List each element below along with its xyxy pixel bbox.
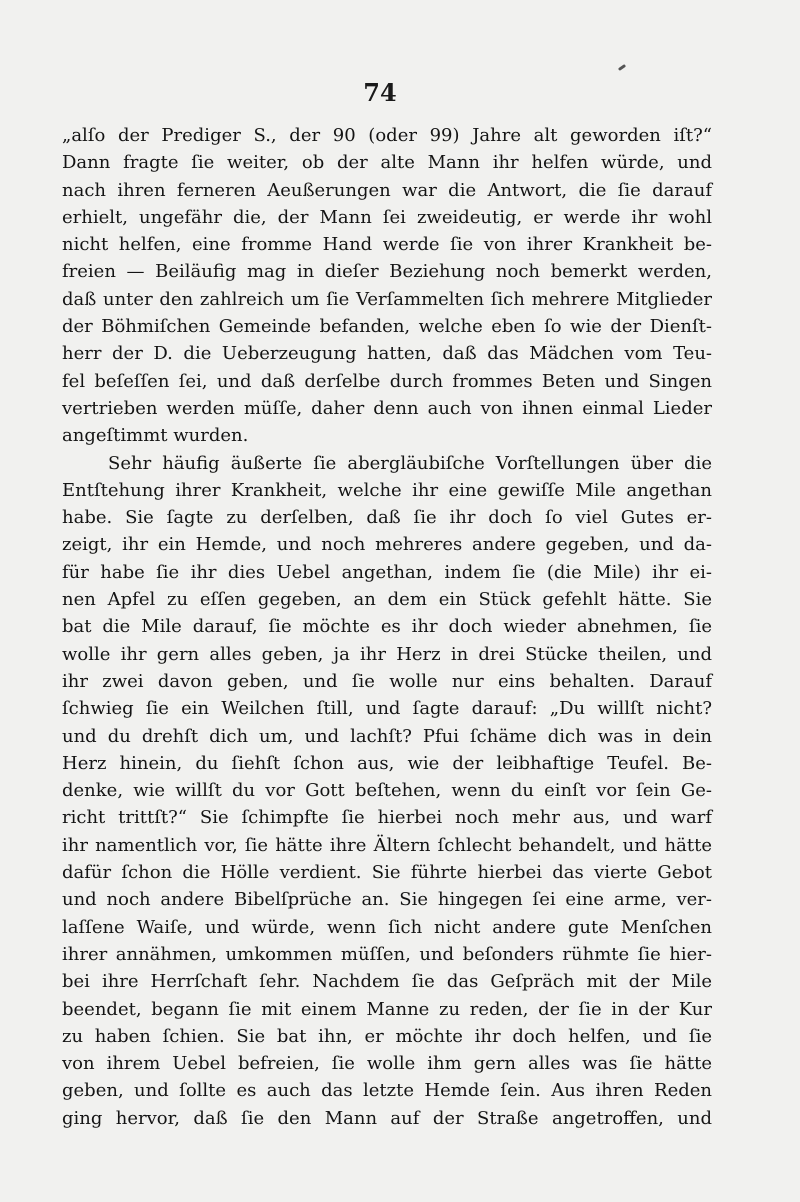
text-line: wolle ihr gern alles geben, ja ihr Herz in drei Stücke theilen, und	[62, 643, 712, 665]
text-line: ging hervor, daß ſie den Mann auf der Straße angetroffen, und	[62, 1107, 712, 1129]
text-line: bei ihre Herrſchaft ſehr. Nachdem ſie das Geſpräch mit der Mile	[62, 971, 712, 993]
text-line: nicht helfen, eine fromme Hand werde ſie von ihrer Krankheit be-	[62, 234, 712, 256]
text-line: ihr namentlich vor, ſie hätte ihre Ältern ſchlecht behandelt, und hätte	[62, 834, 712, 856]
text-line: beendet, begann ſie mit einem Manne zu reden, der ſie in der Kur	[62, 998, 712, 1020]
text-line: daß unter den zahlreich um ſie Verſammelten ſich mehrere Mitglieder	[62, 288, 712, 310]
text-line: laſſene Waiſe, und würde, wenn ſich nicht andere gute Menſchen	[62, 916, 712, 938]
ink-mark	[618, 64, 626, 71]
text-line: dafür ſchon die Hölle verdient. Sie führte hierbei das vierte Gebot	[62, 862, 712, 884]
text-line: von ihrem Uebel befreien, ſie wolle ihm gern alles was ſie hätte	[62, 1053, 712, 1075]
text-line: für habe ſie ihr dies Uebel angethan, indem ſie (die Mile) ihr ei-	[62, 561, 712, 583]
text-line: ihr zwei davon geben, und ſie wolle nur eins behalten. Darauf	[62, 670, 712, 692]
page-number: 74	[363, 78, 397, 107]
text-line: ſchwieg ſie ein Weilchen ſtill, und ſagte darauf: „Du willſt nicht?	[62, 698, 712, 720]
text-line: zeigt, ihr ein Hemde, und noch mehreres andere gegeben, und da-	[62, 534, 712, 556]
text-line: nach ihren ferneren Aeußerungen war die Antwort, die ſie darauf	[62, 179, 712, 201]
body-text	[62, 122, 712, 1132]
text-line: erhielt, ungefähr die, der Mann ſei zweideutig, er werde ihr wohl	[62, 206, 712, 228]
text-line: richt trittſt?“ Sie ſchimpfte ſie hierbei noch mehr aus, und warf	[62, 807, 712, 829]
text-line: und noch andere Bibelſprüche an. Sie hingegen ſei eine arme, ver-	[62, 889, 712, 911]
text-line: fel beſeſſen ſei, und daß derſelbe durch frommes Beten und Singen	[62, 370, 712, 392]
text-line: Herz hinein, du ſiehſt ſchon aus, wie der leibhaftige Teufel. Be-	[62, 752, 712, 774]
text-line: habe. Sie ſagte zu derſelben, daß ſie ihr doch ſo viel Gutes er-	[62, 507, 712, 529]
text-line: freien — Beiläufig mag in dieſer Beziehung noch bemerkt werden,	[62, 261, 712, 283]
text-line: zu haben ſchien. Sie bat ihn, er möchte ihr doch helfen, und ſie	[62, 1025, 712, 1047]
text-line: denke, wie willſt du vor Gott beſtehen, wenn du einſt vor ſein Ge-	[62, 780, 712, 802]
text-line: angeſtimmt wurden.	[62, 425, 249, 447]
text-line: vertrieben werden müſſe, daher denn auch von ihnen einmal Lieder	[62, 397, 712, 419]
text-line: nen Apfel zu eſſen gegeben, an dem ein Stück gefehlt hätte. Sie	[62, 589, 712, 611]
text-line: Sehr häufig äußerte ſie abergläubiſche Vorſtellungen über die	[108, 452, 712, 474]
text-line: geben, und ſollte es auch das letzte Hemde ſein. Aus ihren Reden	[62, 1080, 712, 1102]
text-line: und du drehſt dich um, und lachſt? Pfui ſchäme dich was in dein	[62, 725, 712, 747]
text-line: der Böhmiſchen Gemeinde befanden, welche eben ſo wie der Dienſt-	[62, 316, 712, 338]
text-line: Entſtehung ihrer Krankheit, welche ihr eine gewiſſe Mile angethan	[62, 479, 712, 501]
text-line: bat die Mile darauf, ſie möchte es ihr doch wieder abnehmen, ſie	[62, 616, 712, 638]
text-line: ihrer annähmen, umkommen müſſen, und beſonders rühmte ſie hier-	[62, 943, 712, 965]
text-line: Dann fragte ſie weiter, ob der alte Mann ihr helfen würde, und	[62, 152, 712, 174]
text-line: herr der D. die Ueberzeugung hatten, daß das Mädchen vom Teu-	[62, 343, 712, 365]
text-line: „alſo der Prediger S., der 90 (oder 99) Jahre alt geworden iſt?“	[62, 125, 712, 146]
